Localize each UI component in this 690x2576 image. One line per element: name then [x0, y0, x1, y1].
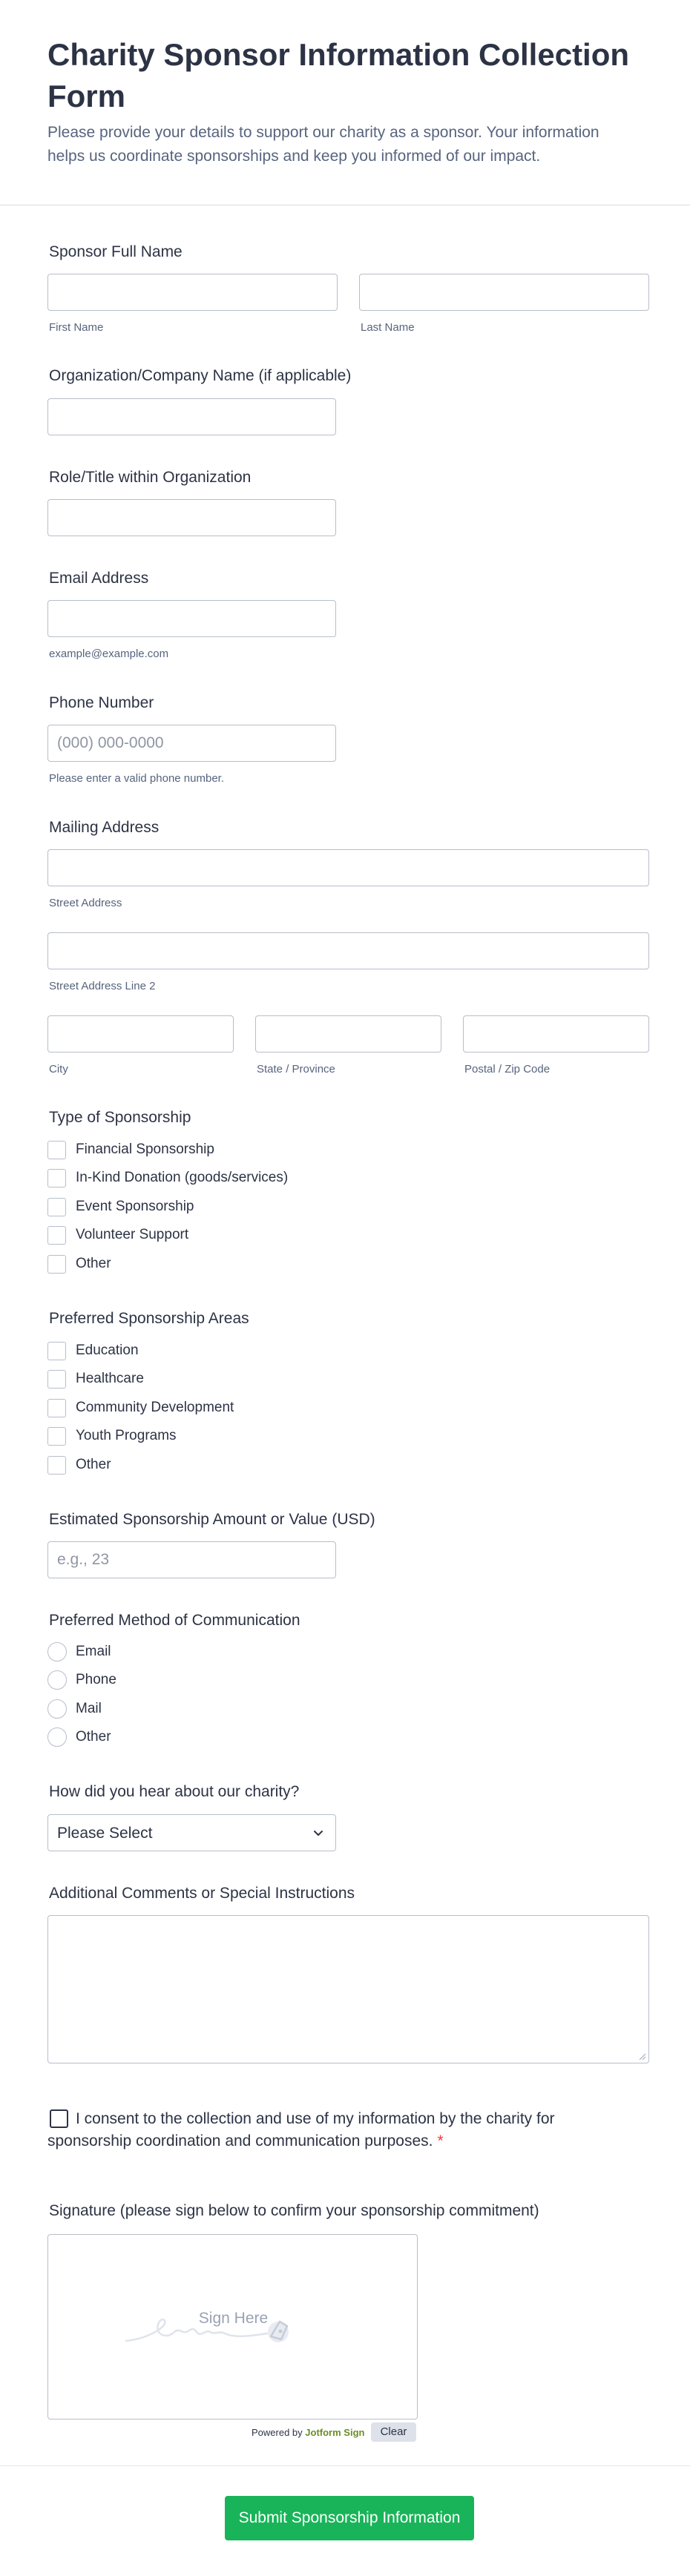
- phone-label: Phone Number: [49, 694, 154, 711]
- amount-label: Estimated Sponsorship Amount or Value (USD): [49, 1511, 375, 1528]
- role-input[interactable]: [47, 499, 336, 536]
- form-subtitle: Please provide your details to support our charity as a sponsor. Your information helps us coordinate sponsorships and keep you informed of our impact.: [47, 124, 599, 165]
- radio[interactable]: [47, 1699, 67, 1719]
- zip-input[interactable]: [463, 1015, 649, 1053]
- sponsorship-type-option[interactable]: [47, 1225, 188, 1245]
- powered-prefix: Powered by: [252, 2427, 303, 2438]
- checkbox[interactable]: [47, 1255, 66, 1274]
- amount-input[interactable]: e.g., 23: [47, 1541, 336, 1578]
- option-label: Community Development: [76, 1400, 234, 1415]
- state-sublabel: State / Province: [257, 1063, 335, 1075]
- checkbox[interactable]: [47, 1370, 66, 1389]
- signature-label: Signature (please sign below to confirm your sponsorship commitment): [49, 2202, 539, 2219]
- checkbox[interactable]: [47, 1141, 66, 1159]
- sponsorship-areas-label: Preferred Sponsorship Areas: [49, 1310, 249, 1327]
- checkbox[interactable]: [47, 1198, 66, 1216]
- submit-button[interactable]: Submit Sponsorship Information: [225, 2496, 474, 2540]
- communication-label: Preferred Method of Communication: [49, 1612, 300, 1629]
- consent-label: [47, 2108, 641, 2152]
- option-label: Event Sponsorship: [76, 1199, 194, 1214]
- radio[interactable]: [47, 1642, 67, 1661]
- signature-pad[interactable]: [47, 2234, 418, 2419]
- first-name-sublabel: First Name: [49, 321, 104, 334]
- city-input[interactable]: [47, 1015, 234, 1053]
- street-address-input[interactable]: [47, 849, 649, 886]
- organization-input[interactable]: [47, 398, 336, 435]
- option-label: Youth Programs: [76, 1428, 177, 1443]
- option-label: Other: [76, 1256, 111, 1271]
- sign-here-placeholder: Sign Here: [198, 2310, 269, 2327]
- radio[interactable]: [47, 1727, 67, 1747]
- city-sublabel: City: [49, 1063, 68, 1075]
- option-label: In-Kind Donation (goods/services): [76, 1170, 289, 1185]
- sponsorship-area-option[interactable]: [47, 1341, 139, 1360]
- sponsorship-type-option[interactable]: [47, 1197, 194, 1216]
- required-asterisk: *: [437, 2132, 444, 2150]
- checkbox[interactable]: [47, 1399, 66, 1417]
- option-label: Phone: [76, 1672, 116, 1687]
- form-title: Charity Sponsor Information Collection Form: [47, 37, 630, 113]
- sponsorship-type-label: Type of Sponsorship: [49, 1109, 191, 1126]
- checkbox[interactable]: [47, 1342, 66, 1360]
- email-sublabel: example@example.com: [49, 648, 169, 660]
- option-label: Mail: [76, 1701, 102, 1716]
- email-label: Email Address: [49, 570, 149, 587]
- first-name-input[interactable]: [47, 274, 338, 311]
- street-address-line2-input[interactable]: [47, 932, 649, 969]
- sponsorship-area-option[interactable]: [47, 1369, 144, 1389]
- role-label: Role/Title within Organization: [49, 469, 252, 486]
- comments-textarea[interactable]: [47, 1915, 649, 2063]
- option-label: Education: [76, 1343, 139, 1358]
- form-footer: [0, 2465, 690, 2576]
- referral-label: How did you hear about our charity?: [49, 1783, 300, 1800]
- street-address-sublabel: Street Address: [49, 897, 122, 909]
- checkbox[interactable]: [47, 1456, 66, 1475]
- email-input[interactable]: [47, 600, 336, 637]
- organization-label: Organization/Company Name (if applicable): [49, 367, 352, 384]
- chevron-down-icon: [312, 1827, 325, 1840]
- powered-by: [252, 2427, 364, 2438]
- zip-sublabel: Postal / Zip Code: [464, 1063, 551, 1075]
- referral-select-value: Please Select: [57, 1825, 153, 1842]
- last-name-input[interactable]: [359, 274, 649, 311]
- option-label: Healthcare: [76, 1371, 144, 1386]
- full-name-label: Sponsor Full Name: [49, 243, 183, 260]
- communication-option[interactable]: [47, 1699, 102, 1719]
- checkbox[interactable]: [47, 1226, 66, 1245]
- form-header: [0, 0, 690, 205]
- jotform-sign-link[interactable]: Jotform Sign: [305, 2427, 365, 2438]
- option-label: Financial Sponsorship: [76, 1142, 214, 1157]
- sponsorship-type-option[interactable]: [47, 1140, 214, 1159]
- clear-signature-button[interactable]: Clear: [371, 2422, 416, 2442]
- sponsorship-type-option[interactable]: [47, 1168, 288, 1187]
- communication-option[interactable]: [47, 1670, 116, 1690]
- option-label: Email: [76, 1644, 111, 1659]
- consent-text: I consent to the collection and use of my information by the charity for sponsorship coordination and communication purposes.: [47, 2110, 555, 2150]
- sponsorship-area-option[interactable]: [47, 1426, 177, 1446]
- checkbox[interactable]: [47, 1169, 66, 1187]
- last-name-sublabel: Last Name: [361, 321, 415, 334]
- radio[interactable]: [47, 1670, 67, 1690]
- comments-label: Additional Comments or Special Instructions: [49, 1885, 355, 1902]
- phone-sublabel: Please enter a valid phone number.: [49, 772, 224, 785]
- option-label: Other: [76, 1729, 111, 1745]
- sponsorship-area-option[interactable]: [47, 1398, 234, 1417]
- phone-input[interactable]: (000) 000-0000: [47, 725, 336, 762]
- checkbox[interactable]: [47, 1427, 66, 1446]
- address-label: Mailing Address: [49, 819, 160, 836]
- referral-select[interactable]: [47, 1814, 336, 1851]
- communication-option[interactable]: [47, 1642, 111, 1661]
- street-address-line2-sublabel: Street Address Line 2: [49, 980, 156, 992]
- communication-option[interactable]: [47, 1727, 111, 1747]
- option-label: Other: [76, 1457, 111, 1472]
- sponsorship-type-option[interactable]: [47, 1254, 111, 1274]
- state-input[interactable]: [255, 1015, 441, 1053]
- resize-grip-icon[interactable]: [639, 2053, 646, 2061]
- option-label: Volunteer Support: [76, 1227, 189, 1242]
- sponsorship-area-option[interactable]: [47, 1455, 111, 1475]
